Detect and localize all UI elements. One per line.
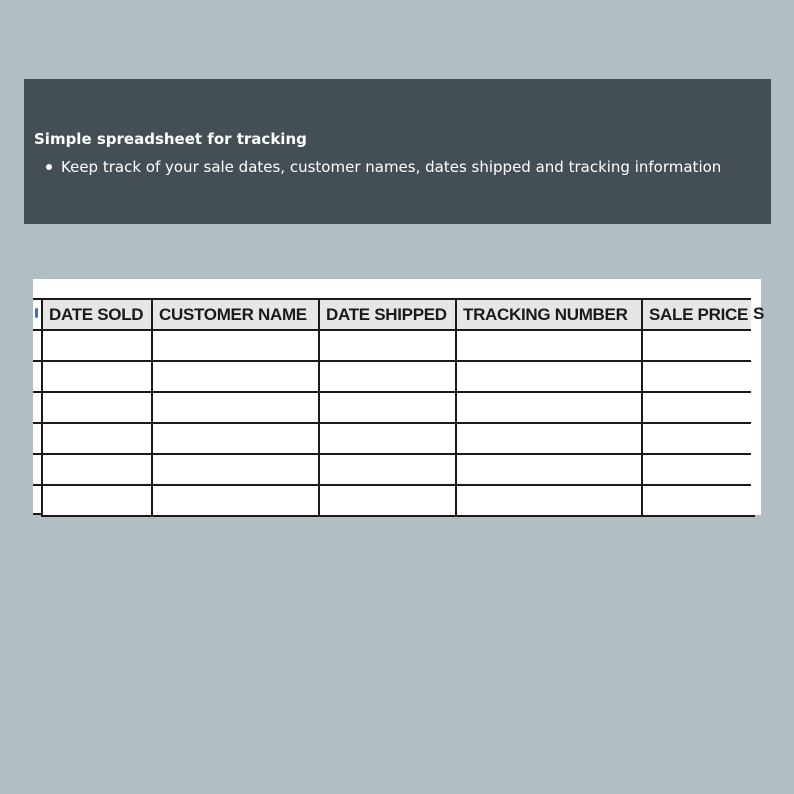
table-cell[interactable] bbox=[152, 361, 319, 392]
table-cell[interactable] bbox=[42, 330, 152, 361]
table-cell[interactable] bbox=[319, 454, 456, 485]
table-row bbox=[42, 454, 754, 485]
table-cell[interactable] bbox=[319, 423, 456, 454]
table-cell[interactable] bbox=[152, 423, 319, 454]
table-cell[interactable] bbox=[42, 392, 152, 423]
table-cell[interactable] bbox=[152, 454, 319, 485]
table-row bbox=[42, 485, 754, 516]
table-cell[interactable] bbox=[42, 454, 152, 485]
info-banner bbox=[24, 79, 771, 224]
table-cell[interactable] bbox=[42, 485, 152, 516]
table-cell[interactable] bbox=[319, 485, 456, 516]
table-row bbox=[42, 330, 754, 361]
sheet-left-edge bbox=[33, 298, 41, 515]
header-row bbox=[42, 299, 754, 330]
table-row bbox=[42, 392, 754, 423]
table-cell[interactable] bbox=[319, 361, 456, 392]
table-row bbox=[42, 361, 754, 392]
table-cell[interactable] bbox=[456, 454, 642, 485]
header-sale-price: SALE PRICE bbox=[642, 299, 754, 330]
banner-bullet bbox=[46, 157, 721, 177]
table-cell[interactable] bbox=[642, 454, 754, 485]
table-cell[interactable] bbox=[456, 330, 642, 361]
table-cell[interactable] bbox=[642, 392, 754, 423]
selection-marker-icon bbox=[35, 308, 38, 318]
table-cell[interactable] bbox=[42, 361, 152, 392]
header-customer-name: CUSTOMER NAME bbox=[152, 299, 319, 330]
header-date-shipped: DATE SHIPPED bbox=[319, 299, 456, 330]
header-tracking-number: TRACKING NUMBER bbox=[456, 299, 642, 330]
table-cell[interactable] bbox=[456, 423, 642, 454]
banner-title: Simple spreadsheet for tracking bbox=[34, 130, 307, 148]
sheet-right-edge bbox=[751, 298, 765, 515]
table-cell[interactable] bbox=[152, 330, 319, 361]
table-cell[interactable] bbox=[456, 485, 642, 516]
table-cell[interactable] bbox=[642, 485, 754, 516]
table-cell[interactable] bbox=[642, 423, 754, 454]
table-cell[interactable] bbox=[456, 392, 642, 423]
cut-off-header-fragment: S bbox=[753, 304, 765, 323]
table-cell[interactable] bbox=[42, 423, 152, 454]
table-cell[interactable] bbox=[319, 392, 456, 423]
table-cell[interactable] bbox=[642, 361, 754, 392]
table-cell[interactable] bbox=[642, 330, 754, 361]
table-cell[interactable] bbox=[456, 361, 642, 392]
table-row bbox=[42, 423, 754, 454]
banner-bullet-text: Keep track of your sale dates, customer names, dates shipped and tracking information bbox=[61, 158, 722, 176]
bullet-dot-icon bbox=[46, 164, 52, 170]
tracking-table bbox=[41, 298, 755, 517]
spreadsheet-preview bbox=[33, 279, 765, 515]
table-cell[interactable] bbox=[152, 392, 319, 423]
sheet-top-margin bbox=[33, 279, 761, 298]
table-cell[interactable] bbox=[152, 485, 319, 516]
table-cell[interactable] bbox=[319, 330, 456, 361]
header-date-sold: DATE SOLD bbox=[42, 299, 152, 330]
